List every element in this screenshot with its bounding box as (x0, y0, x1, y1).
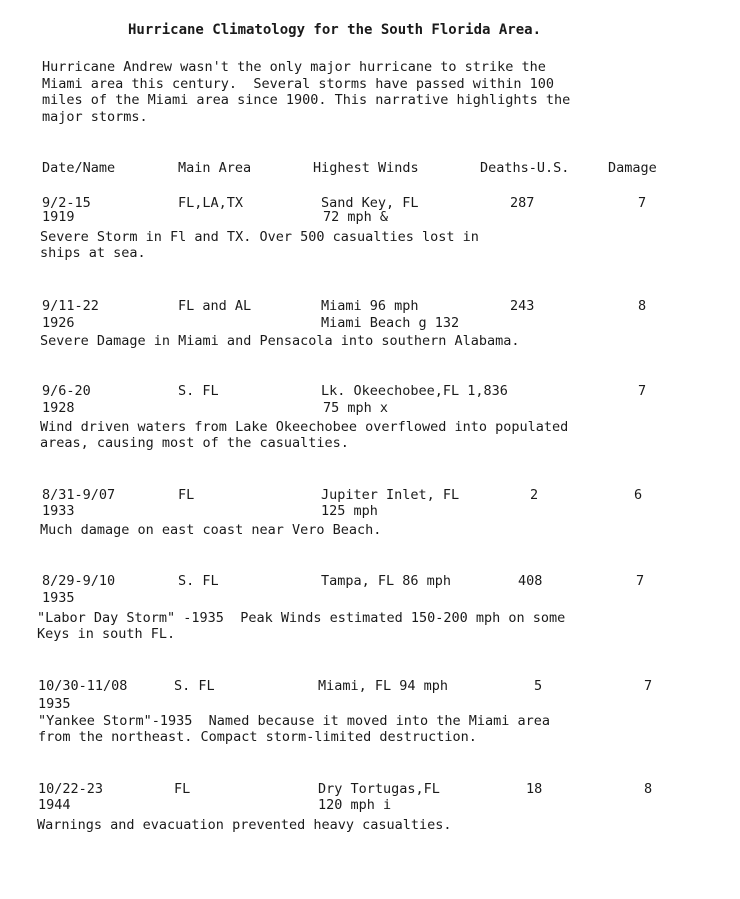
header-deaths: Deaths-U.S. (480, 160, 570, 176)
row-deaths: 243 (510, 298, 535, 314)
row-winds: Sand Key, FL (321, 195, 419, 211)
row-date: 10/22-23 (38, 781, 104, 797)
row-note: Much damage on east coast near Vero Beach. (40, 522, 382, 538)
row-year: 1926 (42, 315, 75, 331)
row-area: FL and AL (178, 298, 252, 314)
row-winds: Miami, FL 94 mph (318, 678, 449, 694)
row-winds-detail: 75 mph x (323, 400, 389, 416)
row-year: 1935 (42, 590, 75, 606)
row-winds-detail: 120 mph i (318, 797, 392, 813)
row-area: FL (178, 487, 195, 503)
row-winds: Dry Tortugas,FL (318, 781, 440, 797)
row-area: S. FL (178, 383, 219, 399)
row-winds: Miami 96 mph (321, 298, 419, 314)
row-damage: 7 (644, 678, 653, 694)
row-damage: 7 (638, 383, 647, 399)
row-deaths: 18 (526, 781, 543, 797)
row-damage: 8 (644, 781, 653, 797)
intro-paragraph: Hurricane Andrew wasn't the only major hurricane to strike the Miami area this century. Several storms have passed within 100 miles of the Miami area since 1900. This narrative highlights the major storms. (42, 59, 571, 125)
header-winds: Highest Winds (313, 160, 419, 176)
row-deaths: 5 (534, 678, 543, 694)
row-winds-detail: 72 mph & (323, 209, 389, 225)
row-year: 1928 (42, 400, 75, 416)
row-winds: Jupiter Inlet, FL (321, 487, 460, 503)
row-area: S. FL (174, 678, 215, 694)
row-note: "Labor Day Storm" -1935 Peak Winds estimated 150-200 mph on some Keys in south FL. (37, 610, 566, 642)
row-deaths: 2 (530, 487, 539, 503)
row-year: 1933 (42, 503, 75, 519)
row-date: 9/2-15 (42, 195, 91, 211)
row-note: Severe Damage in Miami and Pensacola into southern Alabama. (40, 333, 520, 349)
row-area: S. FL (178, 573, 219, 589)
row-damage: 7 (636, 573, 645, 589)
row-note: "Yankee Storm"-1935 Named because it moved into the Miami area from the northeast. Compact storm-limited destruction. (38, 713, 551, 745)
row-winds: Lk. Okeechobee,FL 1,836 (321, 383, 508, 399)
row-deaths: 408 (518, 573, 543, 589)
row-date: 10/30-11/08 (38, 678, 128, 694)
row-area: FL (174, 781, 191, 797)
header-date: Date/Name (42, 160, 116, 176)
row-note: Severe Storm in Fl and TX. Over 500 casualties lost in ships at sea. (40, 229, 479, 261)
row-damage: 8 (638, 298, 647, 314)
row-damage: 7 (638, 195, 647, 211)
row-note: Warnings and evacuation prevented heavy casualties. (37, 817, 452, 833)
row-note: Wind driven waters from Lake Okeechobee overflowed into populated areas, causing most of the casualties. (40, 419, 569, 451)
row-year: 1935 (38, 696, 71, 712)
document-title: Hurricane Climatology for the South Florida Area. (128, 22, 542, 38)
row-winds-detail: 125 mph (321, 503, 378, 519)
row-damage: 6 (634, 487, 643, 503)
row-year: 1919 (42, 209, 75, 225)
row-date: 8/31-9/07 (42, 487, 116, 503)
row-date: 9/6-20 (42, 383, 91, 399)
row-date: 9/11-22 (42, 298, 99, 314)
row-deaths: 287 (510, 195, 535, 211)
header-damage: Damage (608, 160, 657, 176)
row-area: FL,LA,TX (178, 195, 244, 211)
row-year: 1944 (38, 797, 71, 813)
row-date: 8/29-9/10 (42, 573, 116, 589)
header-area: Main Area (178, 160, 252, 176)
row-winds: Tampa, FL 86 mph (321, 573, 452, 589)
row-winds-detail: Miami Beach g 132 (321, 315, 460, 331)
